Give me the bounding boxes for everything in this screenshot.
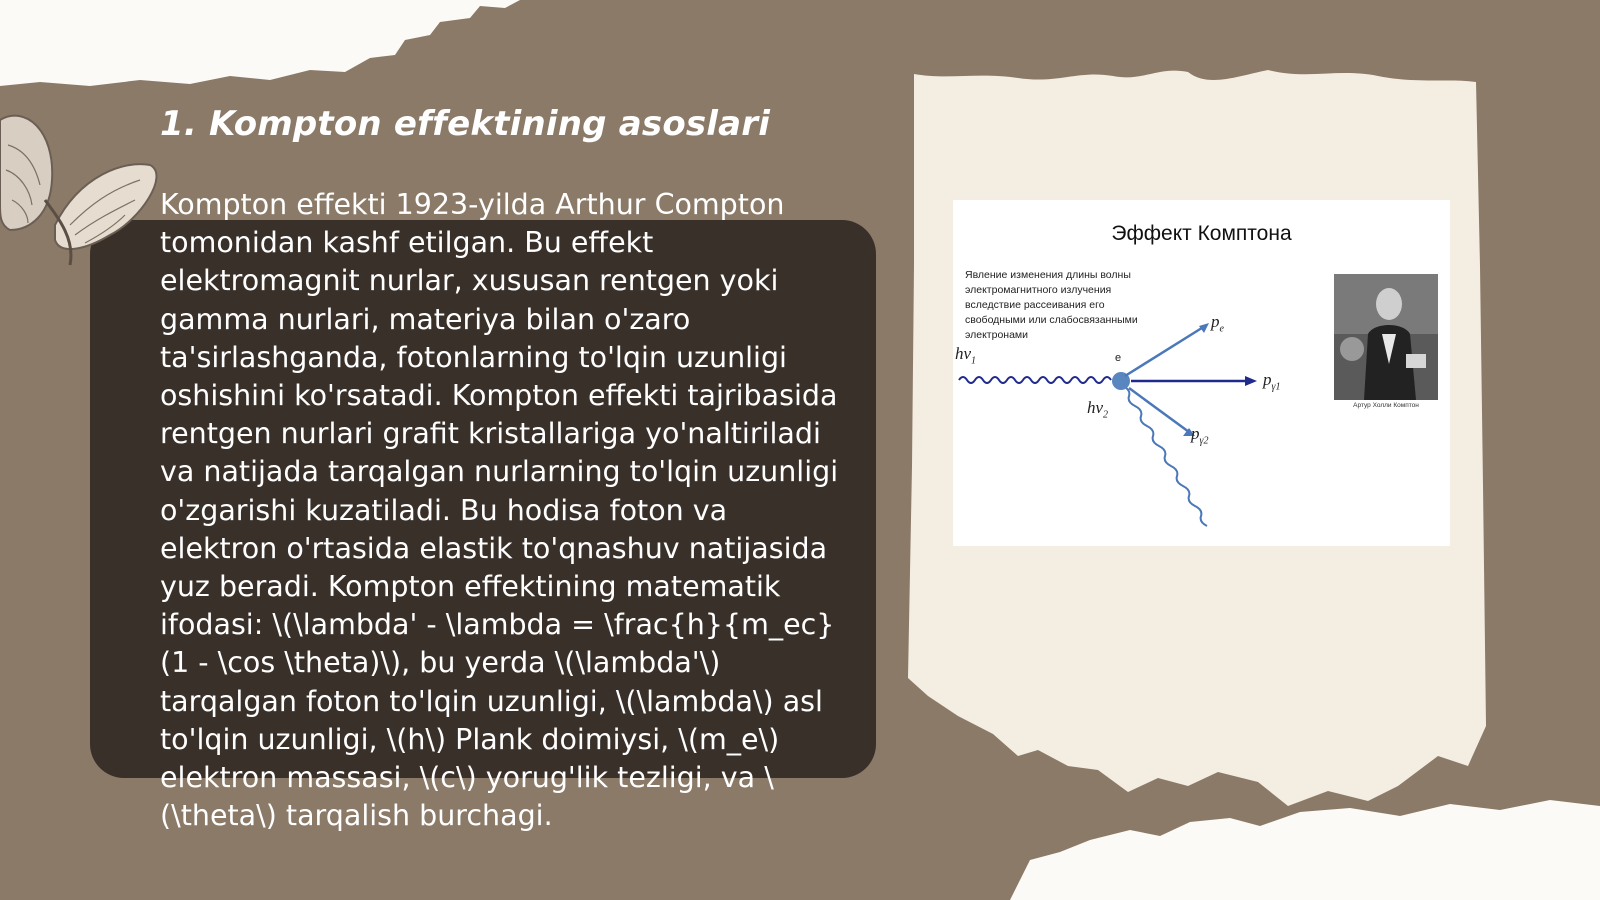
label-hv2: $h\nu_2$ bbox=[1087, 398, 1109, 421]
label-electron: e bbox=[1115, 352, 1122, 364]
compton-portrait-photo bbox=[1334, 274, 1438, 400]
compton-effect-image bbox=[953, 200, 1450, 546]
label-p-e: $p_e$ bbox=[1211, 312, 1224, 335]
butterfly-icon bbox=[0, 105, 165, 275]
slide-title: 1. Kompton effektining asoslari bbox=[160, 104, 771, 144]
label-p-gamma2: $p_{\gamma 2}$ bbox=[1191, 424, 1209, 447]
slide-body-text: Kompton effekti 1923-yilda Arthur Compton tomonidan kashf etilgan. Bu effekt elektromagnit nurlar, xususan rentgen yoki gamma nurlari, materiya bilan o'zaro ta'sirlashganda, fotonlarning to'lqin uzunligi oshishini ko'rsatadi. Kompton effekti tajribasida rentgen nurlari grafit kristallariga yo'naltiriladi va natijada tarqalgan nurlarning to'lqin uzunligi o'zgarishi kuzatiladi. Bu hodisa foton va elektron o'rtasida elastik to'qnashuv natijasida yuz beradi. Kompton effektining matematik ifodasi: \(\lambda' - \lambda = \frac{h}{m_ec} (1 - \cos \theta)\), bu yerda \(\lambda'\) tarqalgan foton to'lqin uzunligi, \(\lambda\) asl to'lqin uzunligi, \(h\) Plank doimiysi, \(m_e\) elektron massasi, \(c\) yorug'lik tezligi, va \(\theta\) tarqalish burchagi. bbox=[160, 188, 839, 833]
label-hv1: $h\nu_1$ bbox=[955, 344, 977, 367]
label-p-gamma1: $p_{\gamma 1}$ bbox=[1263, 370, 1281, 393]
image-title: Эффект Комптона bbox=[1111, 222, 1292, 245]
portrait-caption: Артур Холли Комптон bbox=[1353, 402, 1419, 409]
image-description: Явление изменения длины волны электромагнитного излучения вследствие рассеивания его свободными или слабосвязанными электронами bbox=[965, 269, 1138, 341]
